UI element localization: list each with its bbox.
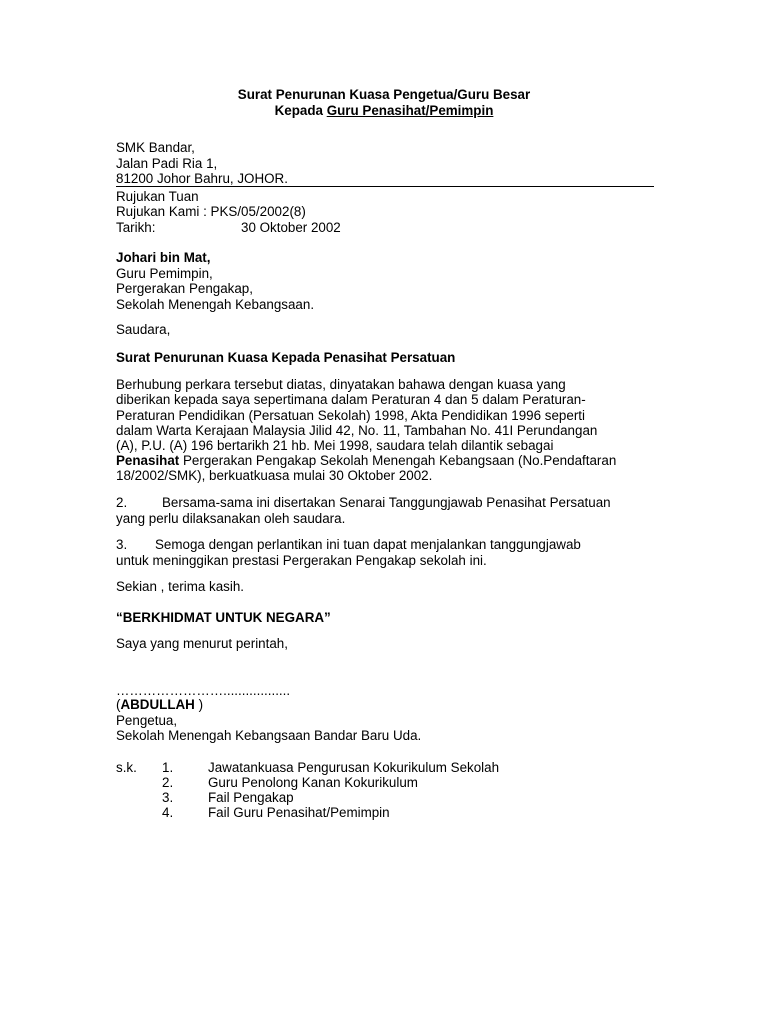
sender-line-2: Jalan Padi Ria 1, bbox=[116, 156, 218, 171]
para1-line-6-rest: Pergerakan Pengakap Sekolah Menengah Kebangsaan (No.Pendaftaran bbox=[179, 453, 617, 468]
signature-dots: …………………….................. bbox=[116, 683, 291, 698]
salutation: Saudara, bbox=[116, 322, 171, 337]
cc-item: Guru Penolong Kanan Kokurikulum bbox=[208, 775, 418, 790]
para3-number: 3. bbox=[116, 537, 128, 552]
name-close-paren: ) bbox=[194, 697, 204, 712]
para1-line-4: dalam Warta Kerajaan Malaysia Jilid 42, No. 11, Tambahan No. 41I Perundangan bbox=[116, 423, 598, 438]
document-subtitle bbox=[0, 103, 768, 119]
document-title: Surat Penurunan Kuasa Pengetua/Guru Besar bbox=[237, 87, 531, 102]
signatory-name-bold: ABDULLAH bbox=[120, 697, 195, 712]
recipient-line-1: Guru Pemimpin, bbox=[116, 266, 213, 281]
cc-label: s.k. bbox=[116, 760, 137, 775]
para1-line-6 bbox=[116, 453, 616, 469]
cc-item-number: 3. bbox=[162, 790, 174, 805]
para2-line-1: Bersama-sama ini disertakan Senarai Tanggungjawab Penasihat Persatuan bbox=[162, 495, 611, 510]
cc-item-number: 2. bbox=[162, 775, 174, 790]
signatory-school: Sekolah Menengah Kebangsaan Bandar Baru Uda. bbox=[116, 728, 422, 743]
para1-line-7: 18/2002/SMK), berkuatkuasa mulai 30 Oktober 2002. bbox=[116, 468, 433, 483]
tarikh-label: Tarikh: bbox=[116, 220, 156, 235]
cc-item: Jawatankuasa Pengurusan Kokurikulum Sekolah bbox=[208, 760, 500, 775]
para1-line-1: Berhubung perkara tersebut diatas, dinyatakan bahawa dengan kuasa yang bbox=[116, 377, 566, 392]
recipient-name: Johari bin Mat, bbox=[116, 250, 211, 265]
para3-line-1: Semoga dengan perlantikan ini tuan dapat menjalankan tanggungjawab bbox=[155, 537, 581, 552]
para2-number: 2. bbox=[116, 495, 128, 510]
rujukan-kami: Rujukan Kami : PKS/05/2002(8) bbox=[116, 204, 306, 219]
subtitle-prefix: Kepada bbox=[274, 103, 327, 118]
name-open-paren: ( bbox=[116, 697, 121, 712]
subtitle-underlined: Guru Penasihat/Pemimpin bbox=[326, 103, 494, 118]
address-divider bbox=[116, 186, 654, 187]
sign-off: Saya yang menurut perintah, bbox=[116, 636, 288, 651]
cc-item: Fail Guru Penasihat/Pemimpin bbox=[208, 805, 390, 820]
recipient-line-2: Pergerakan Pengakap, bbox=[116, 281, 253, 296]
signatory-name bbox=[116, 697, 203, 713]
cc-item-number: 1. bbox=[162, 760, 174, 775]
para3-line-2: untuk meninggikan prestasi Pergerakan Pengakap sekolah ini. bbox=[116, 553, 487, 568]
sender-line-3: 81200 Johor Bahru, JOHOR. bbox=[116, 171, 288, 186]
para1-line-5: (A), P.U. (A) 196 bertarikh 21 hb. Mei 1998, saudara telah dilantik sebagai bbox=[116, 438, 554, 453]
sender-line-1: SMK Bandar, bbox=[116, 140, 195, 155]
para1-line-3: Peraturan Pendidikan (Persatuan Sekolah) 1998, Akta Pendidikan 1996 seperti bbox=[116, 408, 585, 423]
rujukan-tuan: Rujukan Tuan bbox=[116, 189, 199, 204]
tarikh-value: 30 Oktober 2002 bbox=[241, 220, 341, 235]
recipient-line-3: Sekolah Menengah Kebangsaan. bbox=[116, 297, 315, 312]
cc-item-number: 4. bbox=[162, 805, 174, 820]
para2-line-2: yang perlu dilaksanakan oleh saudara. bbox=[116, 511, 346, 526]
closing: Sekian , terima kasih. bbox=[116, 579, 245, 594]
subject-heading: Surat Penurunan Kuasa Kepada Penasihat Persatuan bbox=[116, 350, 456, 365]
cc-item: Fail Pengakap bbox=[208, 790, 294, 805]
para1-line-2: diberikan kepada saya sepertimana dalam Peraturan 4 dan 5 dalam Peraturan- bbox=[116, 392, 586, 407]
motto: “BERKHIDMAT UNTUK NEGARA” bbox=[116, 610, 331, 625]
penasihat-bold: Penasihat bbox=[116, 453, 180, 468]
signatory-title: Pengetua, bbox=[116, 713, 178, 728]
